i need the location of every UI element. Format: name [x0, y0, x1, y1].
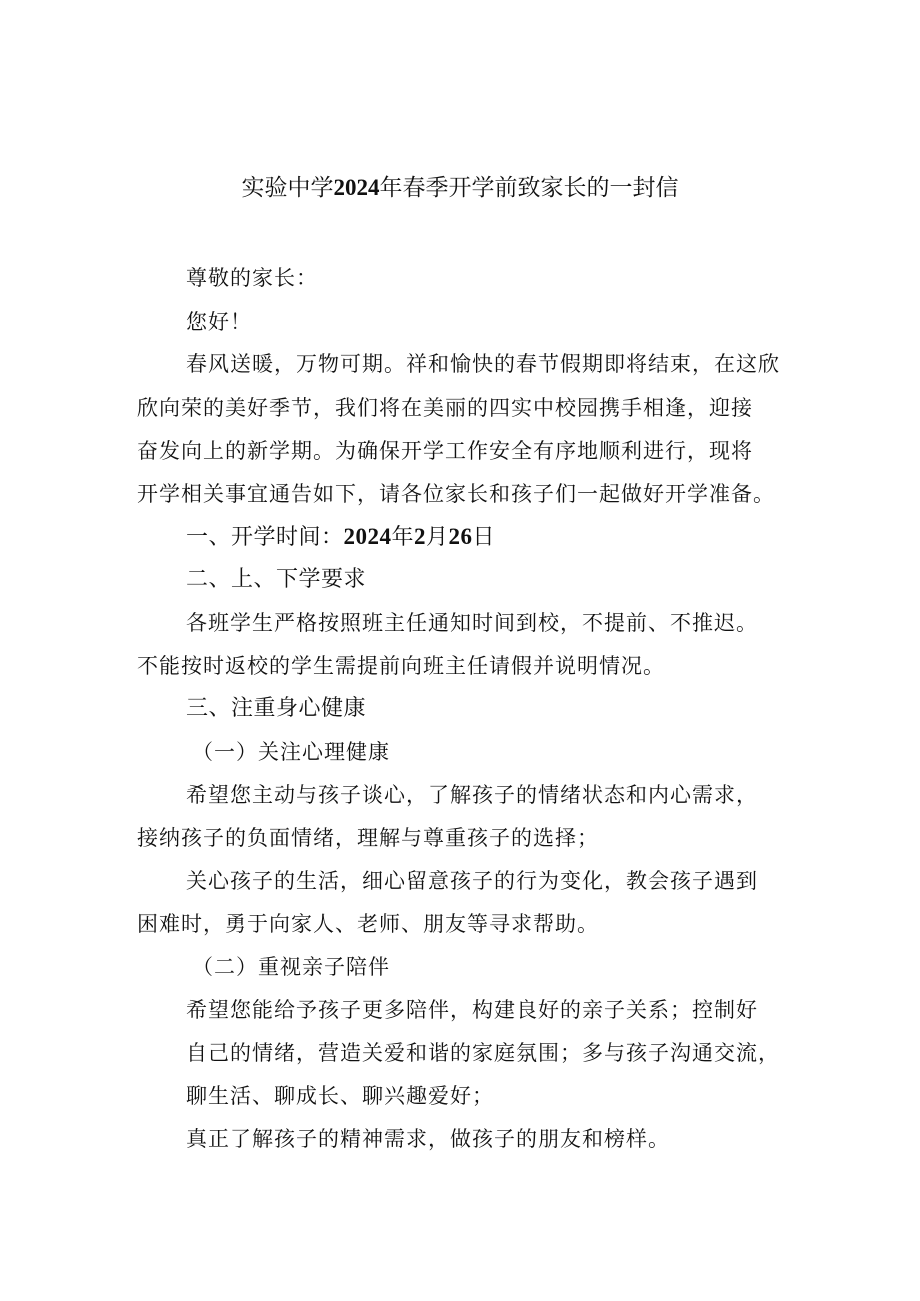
document-title	[0, 172, 920, 204]
year-unit: 年	[391, 525, 415, 550]
section-2-line: 各班学生严格按照班主任通知时间到校，不提前、不推迟。	[186, 611, 758, 635]
subsection-2-line: 希望您能给予孩子更多陪伴，构建良好的亲子关系；控制好	[186, 998, 758, 1022]
subsection-1-line: 希望您主动与孩子谈心，了解孩子的情绪状态和内心需求，	[186, 783, 758, 807]
month-unit: 月	[426, 525, 449, 550]
title-suffix: 年春季开学前致家长的一封信	[379, 175, 679, 201]
subsection-1-heading: （一）关注心理健康	[192, 740, 390, 764]
day-unit: 日	[472, 525, 496, 550]
subsection-2-heading: （二）重视亲子陪伴	[192, 955, 390, 979]
subsection-1-line: 关心孩子的生活，细心留意孩子的行为变化，教会孩子遇到	[186, 869, 758, 893]
subsection-2-line: 自己的情绪，营造关爱和谐的家庭氛围；多与孩子沟通交流，	[186, 1041, 780, 1065]
subsection-2-line: 真正了解孩子的精神需求，做孩子的朋友和榜样。	[186, 1127, 670, 1151]
intro-line: 开学相关事宜通告如下，请各位家长和孩子们一起做好开学准备。	[137, 482, 775, 506]
title-year: 2024	[333, 175, 380, 200]
intro-line: 春风送暖，万物可期。祥和愉快的春节假期即将结束，在这欣	[186, 352, 780, 376]
start-month: 2	[414, 524, 427, 549]
section-1-heading	[186, 522, 806, 553]
section-2-line: 不能按时返校的学生需提前向班主任请假并说明情况。	[137, 654, 665, 678]
greeting: 您好！	[186, 310, 252, 334]
section-1-label: 一、开学时间：	[186, 525, 344, 550]
title-prefix: 实验中学	[241, 175, 334, 201]
section-2-heading: 二、上、下学要求	[186, 567, 367, 592]
start-day: 26	[448, 524, 473, 549]
salutation: 尊敬的家长：	[186, 266, 318, 290]
subsection-1-line: 困难时，勇于向家人、老师、朋友等寻求帮助。	[137, 912, 599, 936]
intro-line: 奋发向上的新学期。为确保开学工作安全有序地顺利进行，现将	[137, 439, 753, 463]
intro-line: 欣向荣的美好季节，我们将在美丽的四实中校园携手相逢，迎接	[137, 396, 753, 420]
subsection-2-line: 聊生活、聊成长、聊兴趣爱好；	[186, 1084, 494, 1108]
start-year: 2024	[343, 524, 392, 549]
section-3-heading: 三、注重身心健康	[186, 696, 367, 721]
subsection-1-line: 接纳孩子的负面情绪，理解与尊重孩子的选择；	[137, 826, 599, 850]
